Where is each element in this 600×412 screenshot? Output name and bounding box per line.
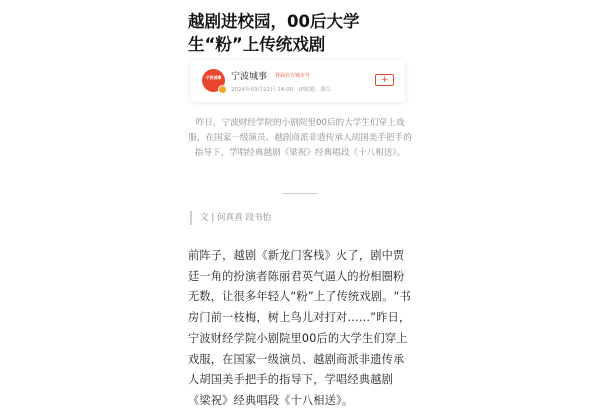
publish-meta [231, 85, 335, 93]
article-body: 前阵子，越剧《新龙门客栈》火了，剧中贾廷一角的扮演者陈丽君英气逼人的扮相圈粉无数，让很多年轻人“粉”上了传统戏剧。“书房门前一枝梅，树上鸟儿对打对……”昨日，宁波财经学院小剧院里00后的大学生们穿上戏服，在国家一级演员、越剧商派非遗传承人胡国美手把手的指导下，学唱经典越剧《梁祝》经典唱段《十八相送》。 [188, 249, 411, 407]
account-tag: 界面官方城市号 [275, 73, 311, 79]
source-card[interactable] [191, 60, 405, 102]
publish-date: 2024年03月22日 14:00 [231, 87, 294, 93]
follow-button[interactable] [375, 74, 394, 86]
plus-icon: + [380, 75, 389, 85]
brand-logo-icon: 宁波城事 [205, 75, 222, 80]
account-name[interactable]: 宁波城事 [231, 72, 268, 82]
byline: 文 | 何真真 段书怡 [190, 211, 271, 225]
article-summary: 昨日，宁波财经学院的小剧院里00后的大学生们穿上戏服，在国家一级演员、越剧商派非遗传承人胡国美手把手的指导下，学唱经典越剧《梁祝》经典唱段《十八相送》。 [188, 118, 412, 158]
ip-location: IP属地：浙江 [298, 87, 332, 93]
verified-badge-icon [218, 85, 227, 94]
article-title: 越剧进校园，00后大学生“粉”上传统戏剧 [188, 12, 360, 54]
divider [282, 193, 318, 194]
